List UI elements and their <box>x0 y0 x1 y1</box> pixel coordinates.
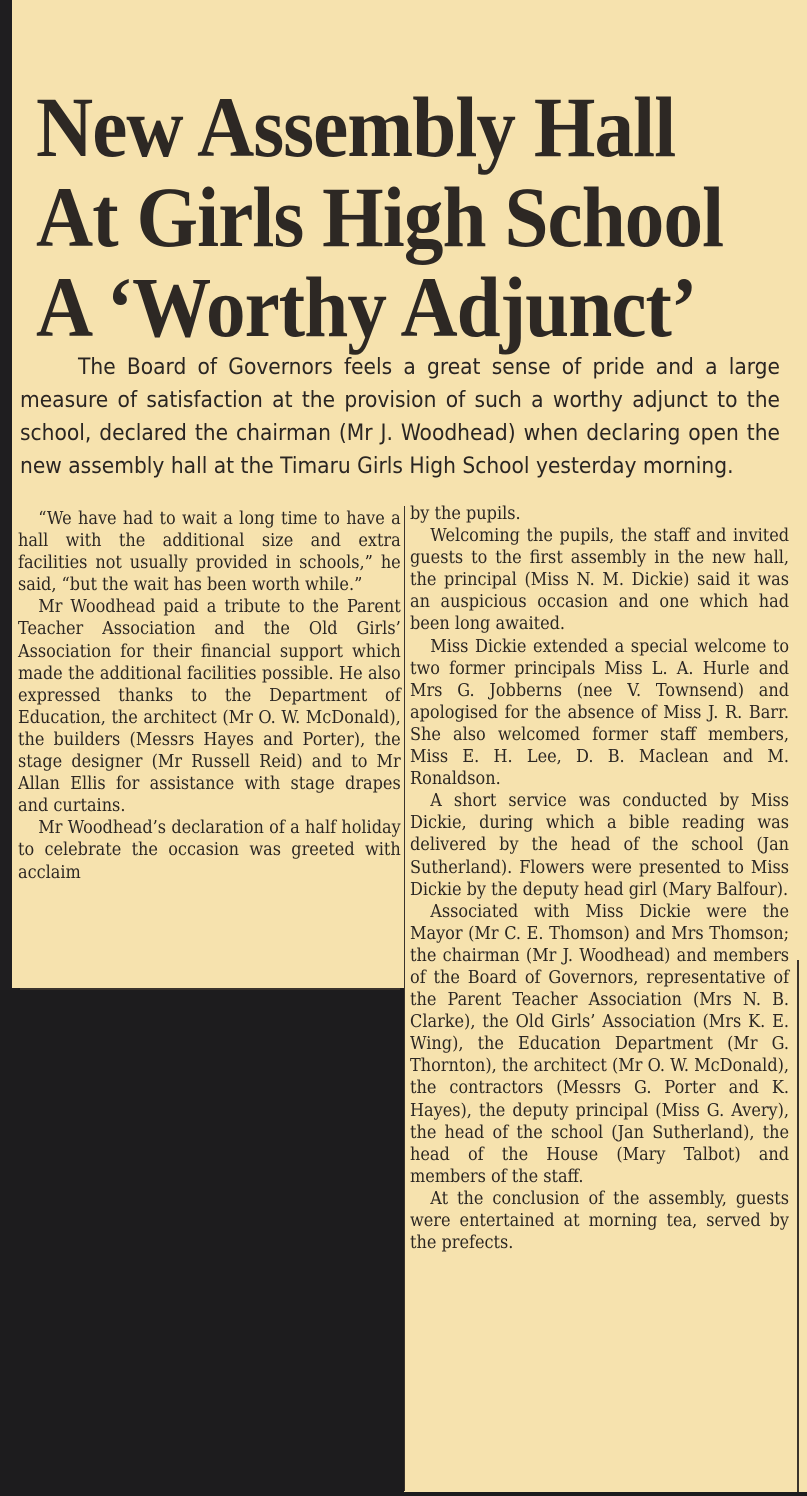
column-divider <box>404 506 405 1491</box>
paragraph-conclusion: At the conclusion of the assembly, guests were entertained at morning tea, served by the prefects. <box>410 1188 790 1254</box>
paragraph-tribute: Mr Woodhead paid a tribute to the Parent Teacher Association and the Old Girls’ Association for their financial support which made the additional facilities possible. He also expressed thanks to the Department of Education, the architect (Mr O. W. McDonald), the builders (Messrs Hayes and Porter), the stage designer (Mr Russell Reid) and to Mr Allan Ellis for assistance with stage drapes and curtains. <box>18 597 401 817</box>
lede-paragraph: The Board of Governors feels a great sense of pride and a large measure of satisfaction at the provision of such a worthy adjunct to the school, declared the chairman (Mr J. Woodhead) when declaring open the new assembly hall at the Timaru Girls High School yesterday morning. <box>20 353 780 479</box>
right-column <box>410 503 789 1254</box>
paragraph-associated: Associated with Miss Dickie were the Mayor (Mr C. E. Thomson) and Mrs Thomson; the chairman (Mr J. Woodhead) and members of the Board of Governors, representative of the Parent Teacher Association (Mrs N. B. Clarke), the Old Girls’ Association (Mrs K. E. Wing), the Education Department (Mr G. Thornton), the architect (Mr O. W. McDonald), the contractors (Messrs G. Porter and K. Hayes), the deputy principal (Miss G. Avery), the head of the school (Jan Sutherland), the head of the House (Mary Talbot) and members of the staff. <box>410 901 790 1187</box>
paragraph-service: A short service was conducted by Miss Dickie, during which a bible reading was delivered by the head of the school (Jan Sutherland). Flowers were presented to Miss Dickie by the deputy head girl (Mary Balfour). <box>410 791 790 900</box>
headline <box>36 78 744 355</box>
paragraph-half-holiday: Mr Woodhead’s declaration of a half holiday to celebrate the occasion was greeted with acclaim <box>18 818 401 883</box>
left-column-end-rule <box>20 988 400 990</box>
paragraph-former-principals: Miss Dickie extended a special welcome to two former principals Miss L. A. Hurle and Mrs G. Jobberns (nee V. Townsend) and apologised for the absence of Miss J. R. Barr. She also welcomed former staff members, Miss E. H. Lee, D. B. Maclean and M. Ronaldson. <box>410 636 790 790</box>
right-border-rule <box>797 960 799 1492</box>
paragraph-welcoming: Welcoming the pupils, the staff and invited guests to the first assembly in the new hall, the principal (Miss N. M. Dickie) said it was an auspicious occasion and one which had been long awaited. <box>410 526 790 635</box>
headline-line-1: New Assembly Hall <box>36 78 676 175</box>
headline-line-3: A ‘Worthy Adjunct’ <box>36 258 697 355</box>
left-column <box>18 508 401 884</box>
headline-line-2: At Girls High School <box>36 168 724 265</box>
paragraph-quote: “We have had to wait a long time to have a hall with the additional size and extra facilities not usually provided in schools,” he said, “but the wait has been worth while.” <box>18 509 401 596</box>
paragraph-continuation: by the pupils. <box>410 504 521 524</box>
